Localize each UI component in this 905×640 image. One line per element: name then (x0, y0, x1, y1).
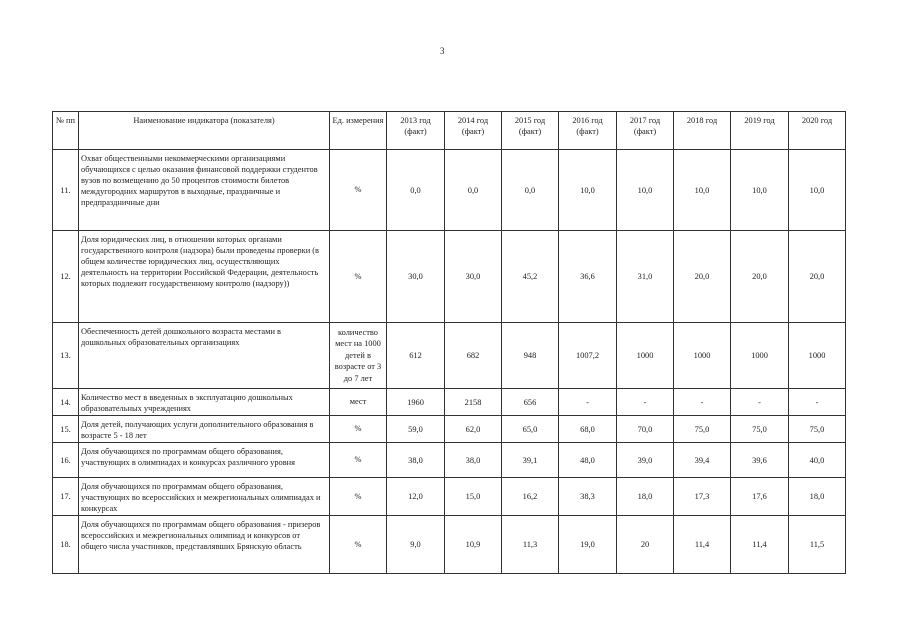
value-cell: 10,0 (789, 150, 846, 231)
value-cell: 1000 (617, 323, 674, 389)
value-cell: 17,6 (731, 478, 789, 516)
value-cell: - (559, 389, 617, 416)
value-cell: 20,0 (731, 231, 789, 323)
value-cell: 11,4 (674, 516, 731, 574)
value-cell: 10,0 (674, 150, 731, 231)
value-cell: 682 (445, 323, 502, 389)
value-cell: 10,0 (559, 150, 617, 231)
value-cell: 15,0 (445, 478, 502, 516)
value-cell: 11,5 (789, 516, 846, 574)
table-row (53, 516, 846, 574)
value-cell: 39,6 (731, 443, 789, 478)
header-year: 2020 год (789, 112, 846, 150)
value-cell: 30,0 (445, 231, 502, 323)
header-year: 2015 год (факт) (502, 112, 559, 150)
value-cell: 10,0 (731, 150, 789, 231)
header-year: 2019 год (731, 112, 789, 150)
header-year: 2018 год (674, 112, 731, 150)
unit-cell: % (330, 150, 387, 231)
header-no: № пп (53, 112, 79, 150)
indicator-name: Доля юридических лиц, в отношении которых органами государственного контроля (надзора) были проведены проверки (в общем количестве юридических лиц, осуществляющих деятельность на территории Российской Федерации, деятельность которых подлежит государственному контролю (надзору)) (79, 231, 330, 323)
value-cell: 19,0 (559, 516, 617, 574)
value-cell: 20,0 (789, 231, 846, 323)
indicator-name: Доля детей, получающих услуги дополнительного образования в возрасте 5 - 18 лет (79, 416, 330, 443)
table-row (53, 416, 846, 443)
table-row (53, 231, 846, 323)
row-number: 11. (53, 150, 79, 231)
value-cell: 656 (502, 389, 559, 416)
value-cell: 0,0 (502, 150, 559, 231)
value-cell: 10,9 (445, 516, 502, 574)
unit-cell: % (330, 516, 387, 574)
value-cell: 1007,2 (559, 323, 617, 389)
value-cell: 38,0 (445, 443, 502, 478)
value-cell: 16,2 (502, 478, 559, 516)
value-cell: 59,0 (387, 416, 445, 443)
unit-cell: мест (330, 389, 387, 416)
value-cell: 40,0 (789, 443, 846, 478)
value-cell: 1000 (674, 323, 731, 389)
value-cell: - (731, 389, 789, 416)
value-cell: 1000 (731, 323, 789, 389)
row-number: 15. (53, 416, 79, 443)
row-number: 16. (53, 443, 79, 478)
header-name: Наименование индикатора (показателя) (79, 112, 330, 150)
value-cell: 17,3 (674, 478, 731, 516)
value-cell: 48,0 (559, 443, 617, 478)
table-row (53, 478, 846, 516)
row-number: 14. (53, 389, 79, 416)
value-cell: 948 (502, 323, 559, 389)
indicator-name: Обеспеченность детей дошкольного возраста местами в дошкольных образовательных организациях (79, 323, 330, 389)
header-year: 2016 год (факт) (559, 112, 617, 150)
value-cell: 0,0 (387, 150, 445, 231)
value-cell: 9,0 (387, 516, 445, 574)
header-year: 2017 год (факт) (617, 112, 674, 150)
row-number: 17. (53, 478, 79, 516)
value-cell: 1960 (387, 389, 445, 416)
value-cell: 65,0 (502, 416, 559, 443)
value-cell: 68,0 (559, 416, 617, 443)
header-year: 2013 год (факт) (387, 112, 445, 150)
row-number: 12. (53, 231, 79, 323)
table-row (53, 323, 846, 389)
value-cell: 39,1 (502, 443, 559, 478)
value-cell: 75,0 (731, 416, 789, 443)
row-number: 18. (53, 516, 79, 574)
value-cell: 38,0 (387, 443, 445, 478)
unit-cell: % (330, 443, 387, 478)
table-row (53, 389, 846, 416)
value-cell: 39,4 (674, 443, 731, 478)
indicator-table (52, 111, 846, 574)
unit-cell: % (330, 231, 387, 323)
value-cell: 2158 (445, 389, 502, 416)
value-cell: 11,4 (731, 516, 789, 574)
value-cell: - (674, 389, 731, 416)
value-cell: 62,0 (445, 416, 502, 443)
value-cell: 1000 (789, 323, 846, 389)
value-cell: 38,3 (559, 478, 617, 516)
value-cell: 39,0 (617, 443, 674, 478)
table-row (53, 150, 846, 231)
indicator-name: Доля обучающихся по программам общего образования, участвующих во всероссийских и межрегиональных олимпиадах и конкурсах (79, 478, 330, 516)
value-cell: 12,0 (387, 478, 445, 516)
value-cell: 612 (387, 323, 445, 389)
value-cell: 70,0 (617, 416, 674, 443)
header-year: 2014 год (факт) (445, 112, 502, 150)
value-cell: 18,0 (789, 478, 846, 516)
value-cell: 75,0 (674, 416, 731, 443)
value-cell: - (617, 389, 674, 416)
value-cell: 30,0 (387, 231, 445, 323)
header-row (53, 112, 846, 150)
value-cell: 10,0 (617, 150, 674, 231)
header-unit: Ед. измерения (330, 112, 387, 150)
value-cell: 0,0 (445, 150, 502, 231)
value-cell: 20,0 (674, 231, 731, 323)
value-cell: 20 (617, 516, 674, 574)
unit-cell: количество мест на 1000 детей в возрасте от 3 до 7 лет (330, 323, 387, 389)
unit-cell: % (330, 416, 387, 443)
value-cell: 75,0 (789, 416, 846, 443)
indicator-name: Количество мест в введенных в эксплуатацию дошкольных образовательных учреждениях (79, 389, 330, 416)
table-row (53, 443, 846, 478)
indicator-name: Доля обучающихся по программам общего образования - призеров всероссийских и межрегиональных олимпиад и конкурсов от общего числа участников, представлявших Брянскую область (79, 516, 330, 574)
value-cell: 36,6 (559, 231, 617, 323)
value-cell: 45,2 (502, 231, 559, 323)
indicator-name: Доля обучающихся по программам общего образования, участвующих в олимпиадах и конкурсах различного уровня (79, 443, 330, 478)
indicator-name: Охват общественными некоммерческими организациями обучающихся с целью оказания финансовой поддержки студентов вузов по возмещению до 50 процентов стоимости билетов междугородних маршрутов в выходные, праздничные и предпраздничные дни (79, 150, 330, 231)
value-cell: 11,3 (502, 516, 559, 574)
value-cell: - (789, 389, 846, 416)
value-cell: 31,0 (617, 231, 674, 323)
unit-cell: % (330, 478, 387, 516)
value-cell: 18,0 (617, 478, 674, 516)
row-number: 13. (53, 323, 79, 389)
page-number: 3 (440, 46, 445, 56)
